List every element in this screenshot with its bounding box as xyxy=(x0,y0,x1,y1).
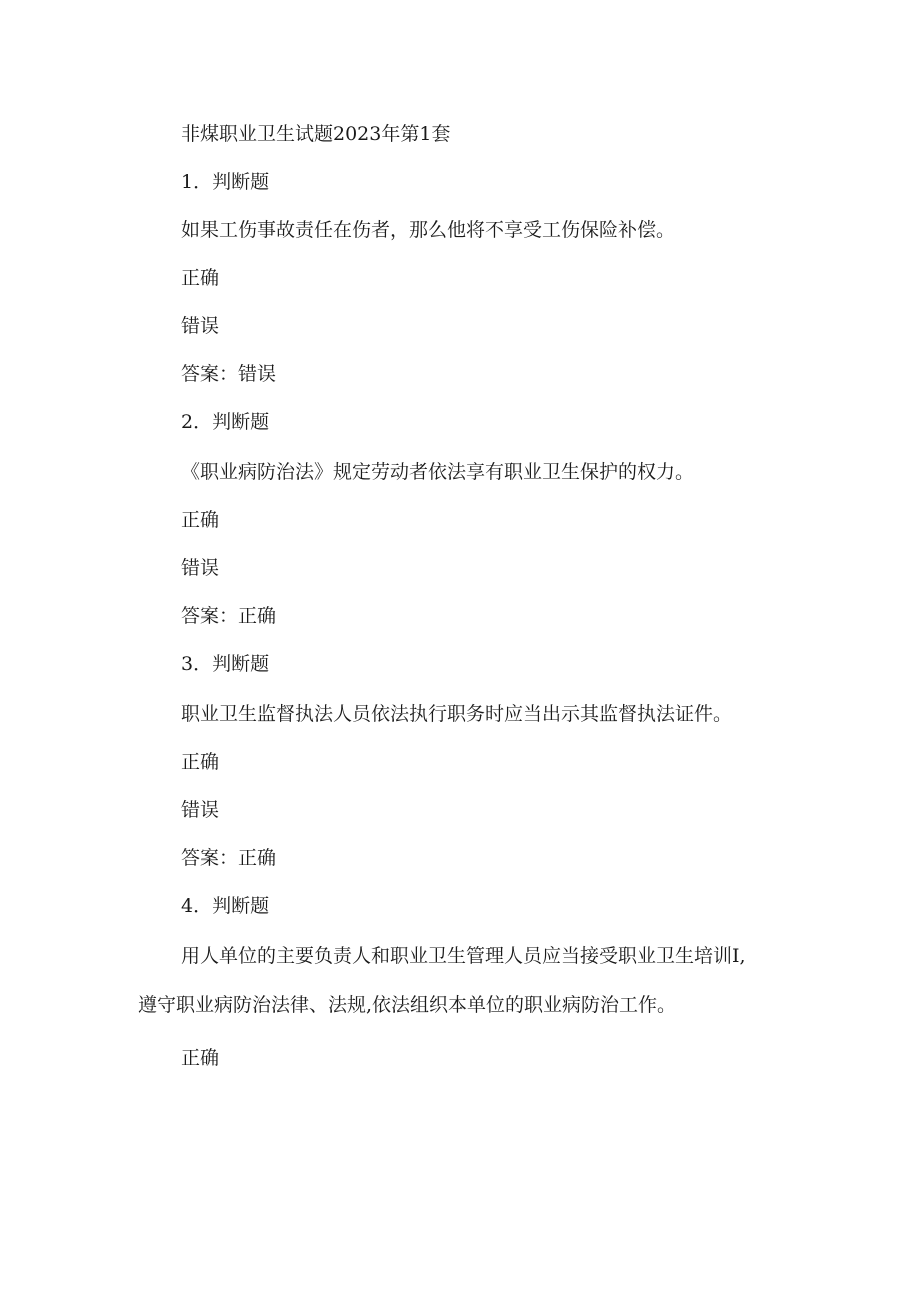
question-3-stem: 职业卫生监督执法人员依法执行职务时应当出示其监督执法证件。 xyxy=(181,703,733,725)
question-1-heading: 1．判断题 xyxy=(181,171,270,193)
question-4-option-true: 正确 xyxy=(181,1047,220,1069)
question-3-answer: 答案：正确 xyxy=(181,847,277,869)
question-2-heading: 2．判断题 xyxy=(181,411,270,433)
question-4-stem-line-1: 用人单位的主要负责人和职业卫生管理人员应当接受职业卫生培训I, xyxy=(181,945,746,967)
question-1-answer: 答案：错误 xyxy=(181,363,277,385)
question-3-option-true: 正确 xyxy=(181,751,220,773)
question-1-option-true: 正确 xyxy=(181,267,220,289)
question-3-heading: 3．判断题 xyxy=(181,653,270,675)
question-1-stem: 如果工伤事故责任在伤者，那么他将不享受工伤保险补偿。 xyxy=(181,219,676,241)
document-title: 非煤职业卫生试题2023年第1套 xyxy=(181,123,451,145)
question-2-answer: 答案：正确 xyxy=(181,605,277,627)
question-3-option-false: 错误 xyxy=(181,799,220,821)
question-2-stem: 《职业病防治法》规定劳动者依法享有职业卫生保护的权力。 xyxy=(181,461,695,483)
question-4-stem-line-2: 遵守职业病防治法律、法规,依法组织本单位的职业病防治工作。 xyxy=(138,994,677,1016)
question-2-option-false: 错误 xyxy=(181,557,220,579)
question-2-option-true: 正确 xyxy=(181,509,220,531)
question-1-option-false: 错误 xyxy=(181,315,220,337)
question-4-heading: 4．判断题 xyxy=(181,895,270,917)
